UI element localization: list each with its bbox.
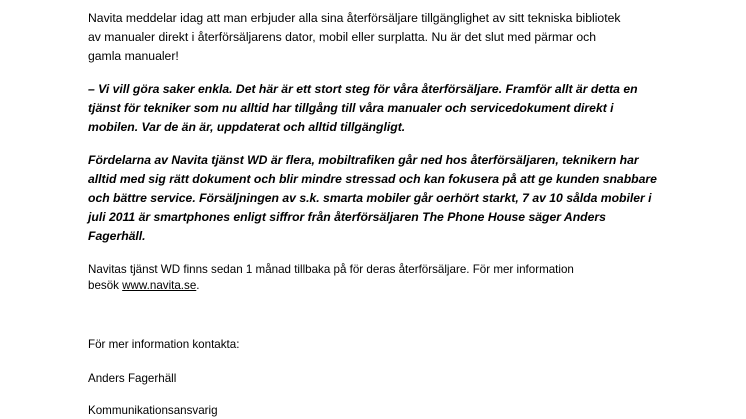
service-paragraph [88, 262, 574, 293]
quote-line: tjänst för tekniker som nu alltid har tillgång till våra manualer och servicedokument direkt i [88, 101, 614, 115]
service-suffix: . [196, 278, 200, 292]
intro-line: gamla manualer! [88, 49, 179, 63]
quote-line: Fagerhäll. [88, 229, 146, 243]
quote-line: och bättre service. Försäljningen av s.k. smarta mobiler går oerhört starkt, 7 av 10 sålda mobiler i [88, 191, 652, 205]
quote-paragraph-1 [88, 80, 638, 137]
contact-name: Anders Fagerhäll [88, 372, 177, 385]
service-line [88, 278, 574, 294]
quote-line: – Vi vill göra saker enkla. Det här är ett stort steg för våra återförsäljare. Framför allt är detta en [88, 82, 638, 96]
quote-line: juli 2011 är smartphones enligt siffror från återförsäljaren The Phone House säger Anders [88, 210, 606, 224]
contact-heading: För mer information kontakta: [88, 338, 240, 351]
intro-paragraph [88, 9, 620, 66]
contact-title: Kommunikationsansvarig [88, 404, 218, 417]
service-prefix: besök [88, 278, 123, 292]
intro-line: av manualer direkt i återförsäljarens dator, mobil eller surplatta. Nu är det slut med pärmar och [88, 30, 597, 44]
service-line: Navitas tjänst WD finns sedan 1 månad tillbaka på för deras återförsäljare. För mer information [88, 263, 574, 276]
quote-line: alltid med sig rätt dokument och blir mindre stressad och kan fokusera på att ge kunden snabbare [88, 172, 657, 186]
quote-line: Fördelarna av Navita tjänst WD är flera, mobiltrafiken går ned hos återförsäljaren, teknikern har [88, 153, 639, 167]
navita-website-link[interactable]: www.navita.se [122, 278, 197, 292]
intro-line: Navita meddelar idag att man erbjuder alla sina återförsäljare tillgänglighet av sitt tekniska bibliotek [88, 11, 621, 25]
quote-paragraph-2 [88, 151, 657, 246]
quote-line: mobilen. Var de än är, uppdaterat och alltid tillgängligt. [88, 120, 406, 134]
